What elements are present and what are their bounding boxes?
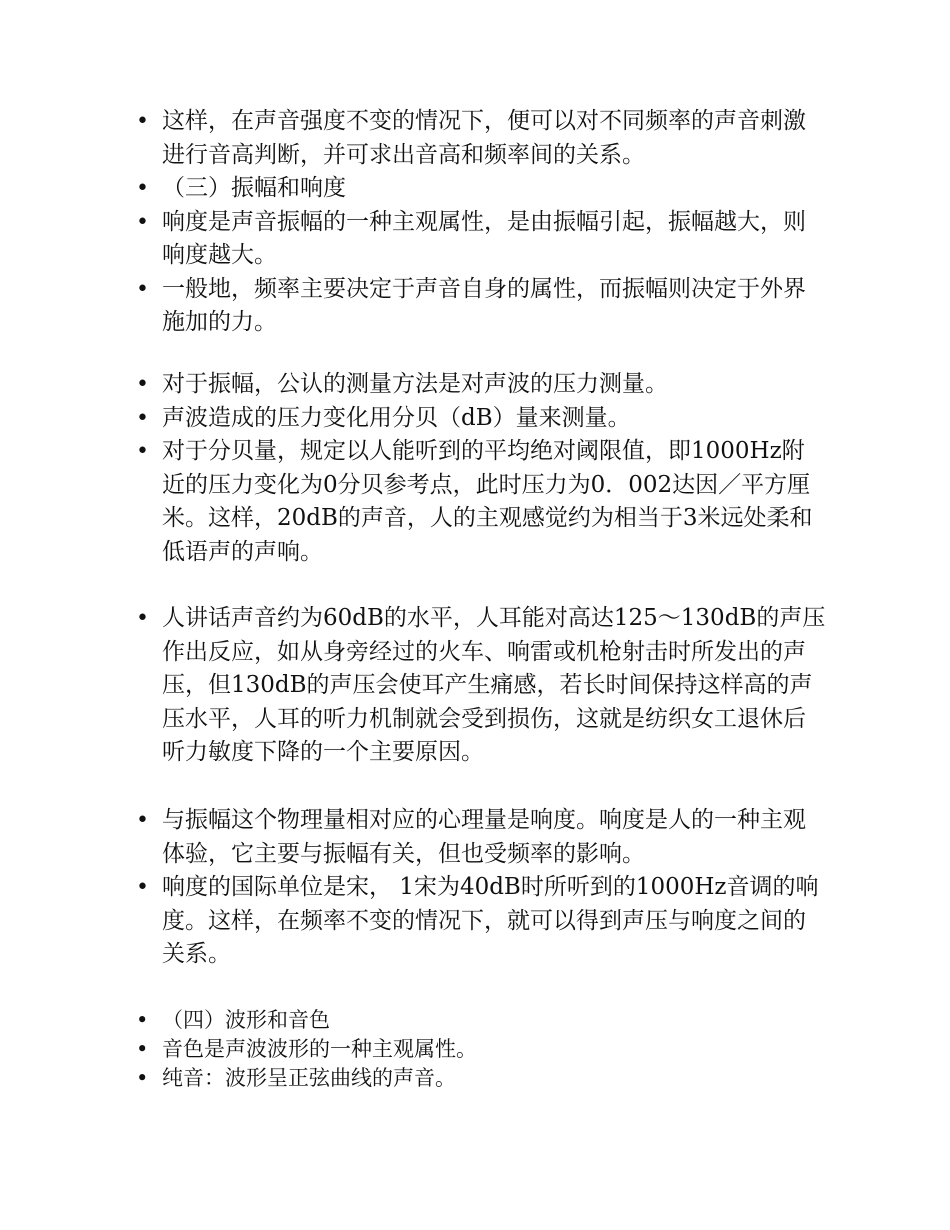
list-item bbox=[136, 172, 826, 206]
section-loudness bbox=[136, 804, 826, 972]
list-item bbox=[136, 602, 826, 770]
bullet-icon: • bbox=[136, 176, 149, 201]
bullet-icon: • bbox=[136, 439, 149, 464]
section-sound-pressure bbox=[136, 602, 826, 770]
bullet-icon: • bbox=[136, 606, 149, 631]
list-item-text: 与振幅这个物理量相对应的心理量是响度。响度是人的一种主观体验，它主要与振幅有关，但也受频率的影响。 bbox=[162, 807, 806, 867]
section-pitch-amplitude bbox=[136, 105, 826, 340]
list-item bbox=[136, 1064, 826, 1093]
list-item-text: 响度的国际单位是宋， 1宋为40dB时所听到的1000Hz音调的响度。这样，在频率不变的情况下，就可以得到声压与响度之间的关系。 bbox=[162, 874, 819, 967]
bullet-icon: • bbox=[136, 109, 149, 134]
section-heading: （三）振幅和响度 bbox=[162, 175, 346, 201]
section-heading: （四）波形和音色 bbox=[162, 1008, 330, 1032]
section-measurement bbox=[136, 368, 826, 569]
bullet-icon: • bbox=[136, 276, 149, 302]
bullet-icon: • bbox=[136, 1037, 149, 1061]
list-item-text: 这样，在声音强度不变的情况下，便可以对不同频率的声音刺激进行音高判断，并可求出音高和频率间的关系。 bbox=[162, 108, 806, 168]
list-item bbox=[136, 871, 826, 972]
list-item-text: 人讲话声音约为60dB的水平，人耳能对高达125～130dB的声压作出反应，如从身旁经过的火车、响雷或机枪射击时所发出的声压，但130dB的声压会使耳产生痛感，若长时间保持这样高的声压水平，人耳的听力机制就会受到损伤，这就是纺织女工退休后听力敏度下降的一个主要原因。 bbox=[162, 605, 826, 765]
list-item bbox=[136, 105, 826, 172]
section-waveform-timbre bbox=[136, 1006, 826, 1093]
bullet-icon: • bbox=[136, 875, 149, 900]
list-item bbox=[136, 1006, 826, 1035]
list-item-text: 一般地，频率主要决定于声音自身的属性，而振幅则决定于外界施加的力。 bbox=[162, 275, 806, 335]
bullet-icon: • bbox=[136, 808, 149, 833]
list-item bbox=[136, 273, 826, 340]
bullet-icon: • bbox=[136, 1066, 149, 1090]
list-item-text: 对于振幅，公认的测量方法是对声波的压力测量。 bbox=[162, 371, 668, 397]
list-item-text: 纯音：波形呈正弦曲线的声音。 bbox=[162, 1066, 456, 1090]
bullet-icon: • bbox=[136, 372, 149, 397]
list-item bbox=[136, 435, 826, 569]
bullet-icon: • bbox=[136, 209, 149, 235]
list-item bbox=[136, 804, 826, 871]
list-item bbox=[136, 368, 826, 402]
list-item-text: 对于分贝量，规定以人能听到的平均绝对阈限值，即1000Hz附近的压力变化为0分贝参考点，此时压力为0．002达因／平方厘米。这样，20dB的声音，人的主观感觉约为相当于3米远处柔和低语声的声响。 bbox=[162, 438, 813, 565]
list-item-text: 音色是声波波形的一种主观属性。 bbox=[162, 1037, 477, 1061]
list-item bbox=[136, 402, 826, 436]
bullet-icon: • bbox=[136, 405, 149, 431]
list-item-text: 响度是声音振幅的一种主观属性，是由振幅引起，振幅越大，则响度越大。 bbox=[162, 208, 806, 268]
list-item bbox=[136, 206, 826, 273]
bullet-icon: • bbox=[136, 1008, 149, 1032]
list-item bbox=[136, 1035, 826, 1064]
list-item-text: 声波造成的压力变化用分贝（dB）量来测量。 bbox=[162, 404, 631, 431]
